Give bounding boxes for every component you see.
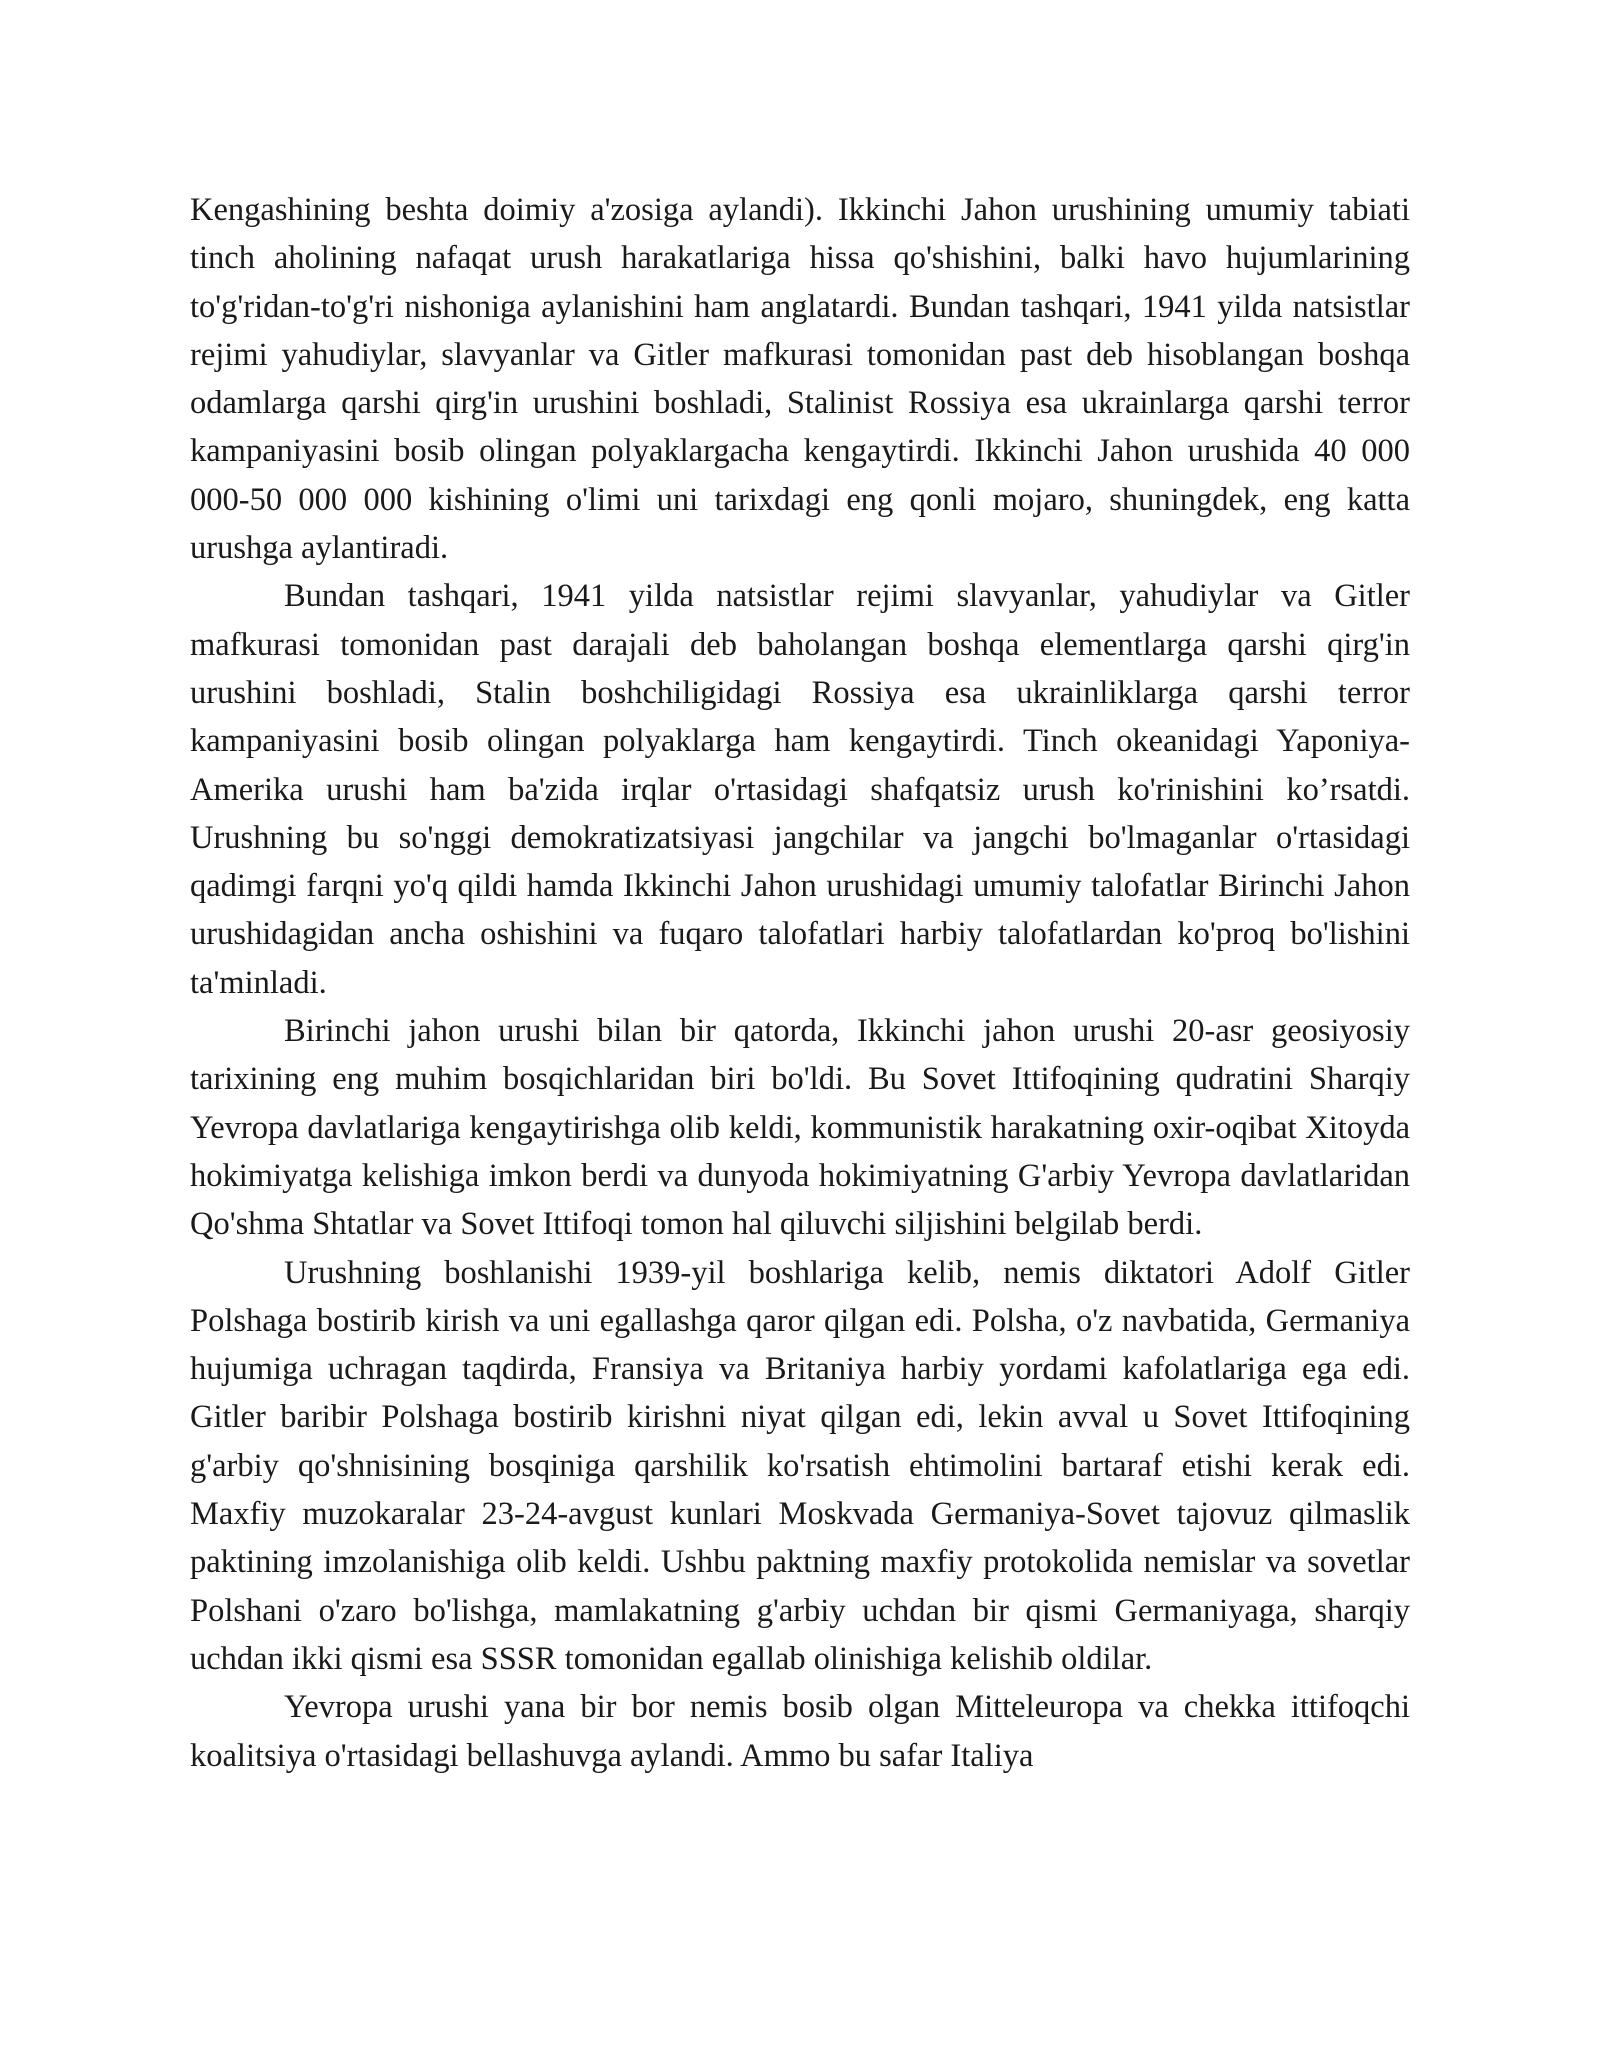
paragraph-continuation: Kengashining beshta doimiy a'zosiga aylandi). Ikkinchi Jahon urushining umumiy tabiati tinch aholining nafaqat urush harakatlariga hissa qo'shishini, balki havo hujumlarining to'g'ridan-to'g'ri nishoniga aylanishini ham anglatardi. Bundan tashqari, 1941 yilda natsistlar rejimi yahudiylar, slavyanlar va Gitler mafkurasi tomonidan past deb hisoblangan boshqa odamlarga qarshi qirg'in urushini boshladi, Stalinist Rossiya esa ukrainlarga qarshi terror kampaniyasini bosib olingan polyaklargacha kengaytirdi. Ikkinchi Jahon urushida 40 000 000-50 000 000 kishining o'limi uni tarixdagi eng qonli mojaro, shuningdek, eng katta urushga aylantiradi. xyxy=(190,192,1410,567)
paragraph: Urushning boshlanishi 1939-yil boshlariga kelib, nemis diktatori Adolf Gitler Polshaga bostirib kirish va uni egallashga qaror qilgan edi. Polsha, o'z navbatida, Germaniya hujumiga uchragan taqdirda, Fransiya va Britaniya harbiy yordami kafolatlariga ega edi. Gitler baribir Polshaga bostirib kirishni niyat qilgan edi, lekin avval u Sovet Ittifoqining g'arbiy qo'shnisining bosqiniga qarshilik ko'rsatish ehtimolini bartaraf etishi kerak edi. Maxfiy muzokaralar 23-24-avgust kunlari Moskvada Germaniya-Sovet tajovuz qilmaslik paktining imzolanishiga olib keldi. Ushbu paktning maxfiy protokolida nemislar va sovetlar Polshani o'zaro bo'lishga, mamlakatning g'arbiy uchdan bir qismi Germaniyaga, sharqiy uchdan ikki qismi esa SSSR tomonidan egallab olinishiga kelishib oldilar. xyxy=(190,1254,1410,1677)
paragraph: Birinchi jahon urushi bilan bir qatorda, Ikkinchi jahon urushi 20-asr geosiyosiy tarixining eng muhim bosqichlaridan biri bo'ldi. Bu Sovet Ittifoqining qudratini Sharqiy Yevropa davlatlariga kengaytirishga olib keldi, kommunistik harakatning oxir-oqibat Xitoyda hokimiyatga kelishiga imkon berdi va dunyoda hokimiyatning G'arbiy Yevropa davlatlaridan Qo'shma Shtatlar va Sovet Ittifoqi tomon hal qiluvchi siljishini belgilab berdi. xyxy=(190,1013,1410,1243)
document-page xyxy=(190,186,1410,1780)
paragraph: Bundan tashqari, 1941 yilda natsistlar rejimi slavyanlar, yahudiylar va Gitler mafkurasi tomonidan past darajali deb baholangan boshqa elementlarga qarshi qirg'in urushini boshladi, Stalin boshchiligidagi Rossiya esa ukrainliklarga qarshi terror kampaniyasini bosib olingan polyaklarga ham kengaytirdi. Tinch okeanidagi Yaponiya-Amerika urushi ham ba'zida irqlar o'rtasidagi shafqatsiz urush ko'rinishini ko’rsatdi. Urushning bu so'nggi demokratizatsiyasi jangchilar va jangchi bo'lmaganlar o'rtasidagi qadimgi farqni yo'q qildi hamda Ikkinchi Jahon urushidagi umumiy talofatlar Birinchi Jahon urushidagidan ancha oshishini va fuqaro talofatlari harbiy talofatlardan ko'proq bo'lishini ta'minladi. xyxy=(190,578,1410,1001)
paragraph: Yevropa urushi yana bir bor nemis bosib olgan Mitteleuropa va chekka ittifoqchi koalitsiya o'rtasidagi bellashuvga aylandi. Ammo bu safar Italiya xyxy=(190,1689,1410,1774)
